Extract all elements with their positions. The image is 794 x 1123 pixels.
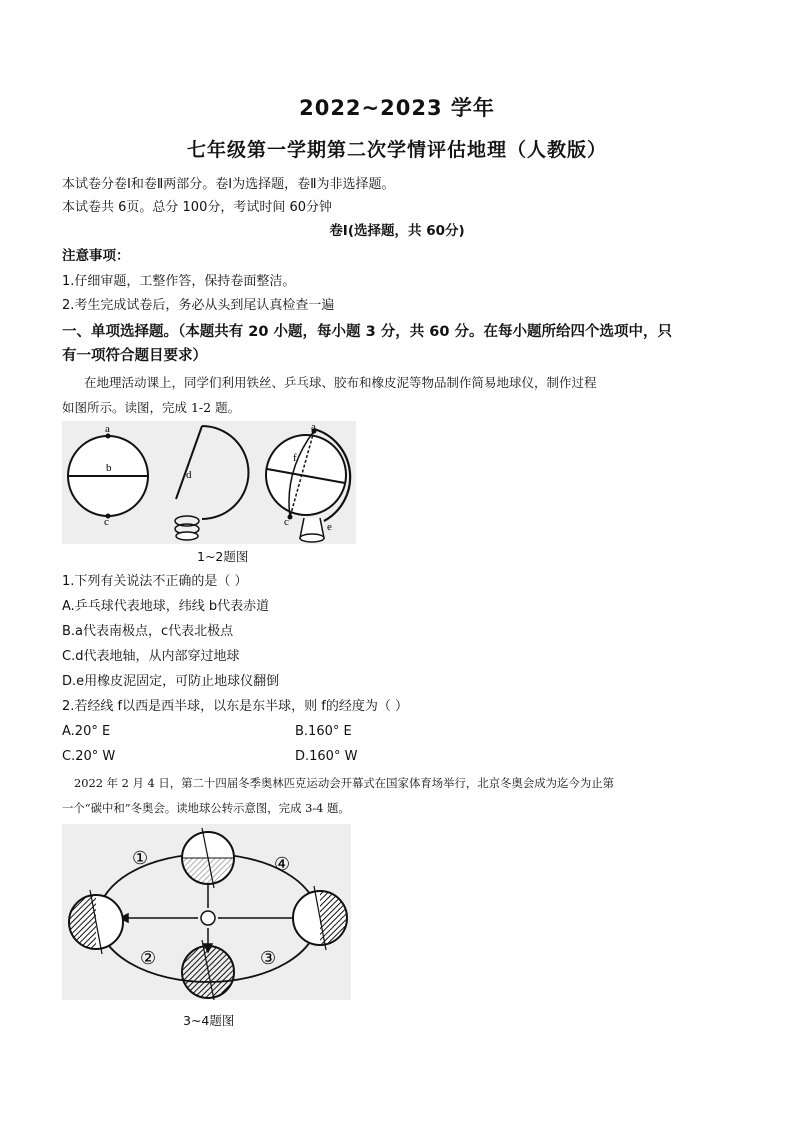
section-1-heading-line-2: 有一项符合题目要求） [62,348,207,364]
notes-item-1: 1.仔细审题，工整作答，保持卷面整洁。 [62,274,296,289]
label-f: f [293,452,297,464]
figure-1-caption: 1~2题图 [197,549,249,564]
question-2-stem: 2.若经线 f以西是西半球，以东是东半球，则 f的经度为（ ） [62,699,408,714]
label-c-globe: c [284,516,289,528]
position-2: ② [140,948,157,969]
question-2-option-a: A.20° E [62,724,111,739]
question-2-option-c: C.20° W [62,749,116,764]
question-1-option-b: B.a代表南极点，c代表北极点 [62,624,234,639]
section-1-heading-line-1: 一、单项选择题。（本题共有 20 小题，每小题 3 分，共 60 分。在每小题所给四个选项中，只 [62,324,672,340]
passage-1-line-1: 在地理活动课上，同学们利用铁丝、乒乓球、胶布和橡皮泥等物品制作简易地球仪，制作过程 [84,375,597,390]
passage-2-line-2: 一个“碳中和”冬奥会。读地球公转示意图，完成 3-4 题。 [62,801,350,815]
volume-1-title: 卷Ⅰ(选择题，共 60分) [329,223,465,239]
exam-main-title: 七年级第一学期第二次学情评估地理（人教版） [186,139,607,161]
label-a: a [105,423,110,435]
globe-making-figure [62,421,356,544]
notes-heading: 注意事项： [62,248,130,264]
intro-line-2: 本试卷共 6页。总分 100分，考试时间 60分钟 [62,200,333,215]
label-e: e [327,521,332,533]
earth-revolution-diagram [62,824,351,1000]
earth-revolution-figure [62,824,351,1000]
question-1-option-c: C.d代表地轴，从内部穿过地球 [62,649,240,664]
question-2-option-d: D.160° W [295,749,358,764]
globe-making-diagram [62,421,356,544]
label-b: b [106,462,112,474]
passage-1-line-2: 如图所示。读图，完成 1-2 题。 [62,400,241,415]
notes-item-2: 2.考生完成试卷后，务必从头到尾认真检查一遍 [62,298,335,313]
exam-year-title: 2022~2023 学年 [299,96,495,120]
question-2-option-b: B.160° E [295,724,352,739]
position-3: ③ [260,948,277,969]
question-1-option-d: D.e用橡皮泥固定，可防止地球仪翻倒 [62,674,280,689]
passage-2-line-1: 2022 年 2 月 4 日，第二十四届冬季奥林匹克运动会开幕式在国家体育场举行，北京冬奥会成为迄今为止第 [74,776,614,790]
position-4: ④ [274,854,291,875]
figure-2-caption: 3~4题图 [183,1013,235,1028]
intro-line-1: 本试卷分卷Ⅰ和卷Ⅱ两部分。卷Ⅰ为选择题，卷Ⅱ为非选择题。 [62,177,395,192]
question-1-option-a: A.乒乓球代表地球，纬线 b代表赤道 [62,599,270,614]
question-1-stem: 1.下列有关说法不正确的是（ ） [62,574,248,589]
label-c: c [104,516,109,528]
position-1: ① [132,848,149,869]
label-d: d [186,469,192,481]
label-a-globe: a [311,421,316,433]
